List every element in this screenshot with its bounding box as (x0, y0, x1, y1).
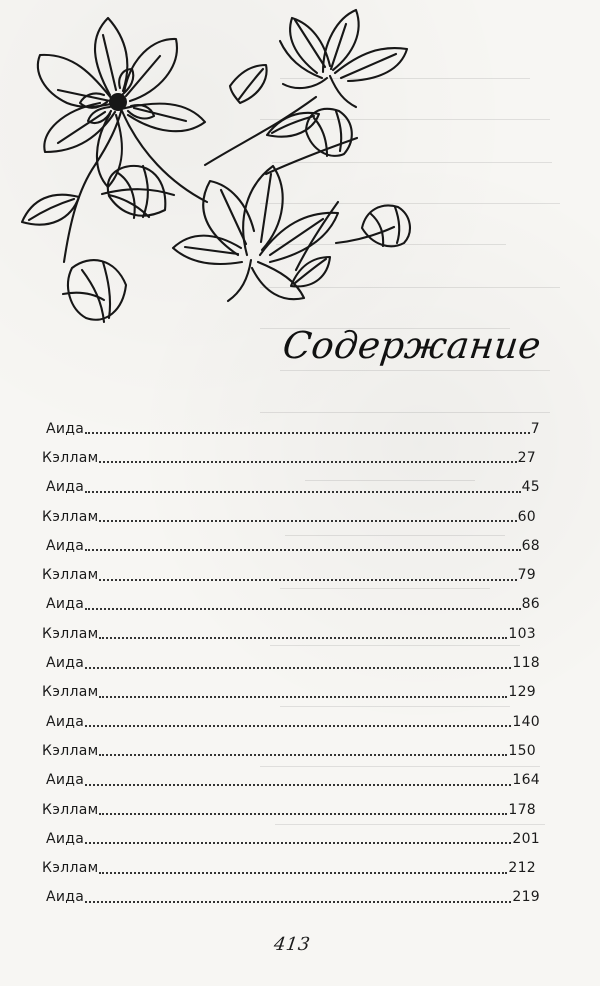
toc-leader-dots (85, 607, 520, 610)
toc-leader-dots (85, 431, 530, 434)
toc-entry-name: Кэллам (42, 801, 99, 818)
page-title: Содержание (280, 324, 544, 367)
toc-leader-dots (85, 548, 520, 551)
toc-entry-page: 79 (517, 567, 536, 584)
toc-row (46, 473, 540, 502)
toc-row (42, 502, 536, 531)
toc-row (42, 736, 536, 765)
toc-row (46, 648, 540, 677)
toc-leader-dots (99, 812, 507, 815)
toc-leader-dots (85, 666, 511, 669)
toc-row (46, 766, 540, 795)
toc-row (46, 414, 540, 443)
top-right-flower (280, 10, 407, 107)
toc-row (42, 560, 536, 589)
toc-entry-page: 150 (508, 742, 536, 759)
toc-row (42, 678, 536, 707)
toc-leader-dots (85, 900, 511, 903)
far-right-bud (362, 206, 410, 247)
toc-entry-name: Аида (46, 596, 85, 613)
toc-leader-dots (85, 841, 511, 844)
toc-row (42, 443, 536, 472)
leaves (22, 65, 330, 286)
toc-entry-page: 164 (512, 772, 540, 789)
toc-entry-name: Кэллам (42, 684, 99, 701)
toc-entry-name: Кэллам (42, 508, 99, 525)
toc-leader-dots (85, 724, 511, 727)
toc-row (42, 619, 536, 648)
toc-entry-name: Кэллам (42, 567, 99, 584)
toc-entry-page: 212 (508, 860, 536, 877)
toc-entry-name: Аида (46, 889, 85, 906)
toc-leader-dots (99, 460, 516, 463)
center-flower (173, 166, 338, 301)
toc-row (42, 853, 536, 882)
toc-leader-dots (85, 783, 511, 786)
toc-entry-page: 219 (512, 889, 540, 906)
bottom-left-bud (63, 260, 126, 322)
toc-entry-name: Кэллам (42, 449, 99, 466)
toc-entry-name: Кэллам (42, 742, 99, 759)
table-of-contents (42, 414, 540, 912)
toc-entry-page: 103 (508, 625, 536, 642)
toc-entry-page: 68 (521, 537, 540, 554)
toc-row (46, 707, 540, 736)
toc-row (46, 531, 540, 560)
toc-entry-page: 27 (517, 449, 536, 466)
toc-entry-page: 86 (521, 596, 540, 613)
left-flower (38, 18, 205, 187)
toc-entry-name: Аида (46, 537, 85, 554)
toc-leader-dots (99, 695, 507, 698)
toc-entry-name: Аида (46, 772, 85, 789)
toc-row (42, 795, 536, 824)
toc-row (46, 883, 540, 912)
flower-illustration (0, 0, 430, 340)
toc-entry-name: Аида (46, 830, 85, 847)
toc-leader-dots (99, 519, 516, 522)
toc-leader-dots (99, 578, 516, 581)
toc-entry-name: Кэллам (42, 625, 99, 642)
toc-entry-page: 178 (508, 801, 536, 818)
toc-entry-page: 201 (512, 830, 540, 847)
toc-leader-dots (85, 490, 520, 493)
page-number: 413 (272, 934, 312, 955)
toc-entry-name: Аида (46, 479, 85, 496)
toc-entry-page: 60 (517, 508, 536, 525)
toc-row (46, 590, 540, 619)
toc-entry-page: 118 (512, 655, 540, 672)
toc-entry-name: Аида (46, 655, 85, 672)
toc-entry-name: Аида (46, 420, 85, 437)
toc-entry-page: 140 (512, 713, 540, 730)
toc-leader-dots (99, 636, 507, 639)
toc-leader-dots (99, 871, 507, 874)
toc-entry-page: 45 (521, 479, 540, 496)
toc-entry-page: 129 (508, 684, 536, 701)
toc-leader-dots (99, 753, 507, 756)
toc-row (46, 824, 540, 853)
toc-entry-page: 7 (530, 420, 540, 437)
toc-entry-name: Аида (46, 713, 85, 730)
toc-entry-name: Кэллам (42, 860, 99, 877)
